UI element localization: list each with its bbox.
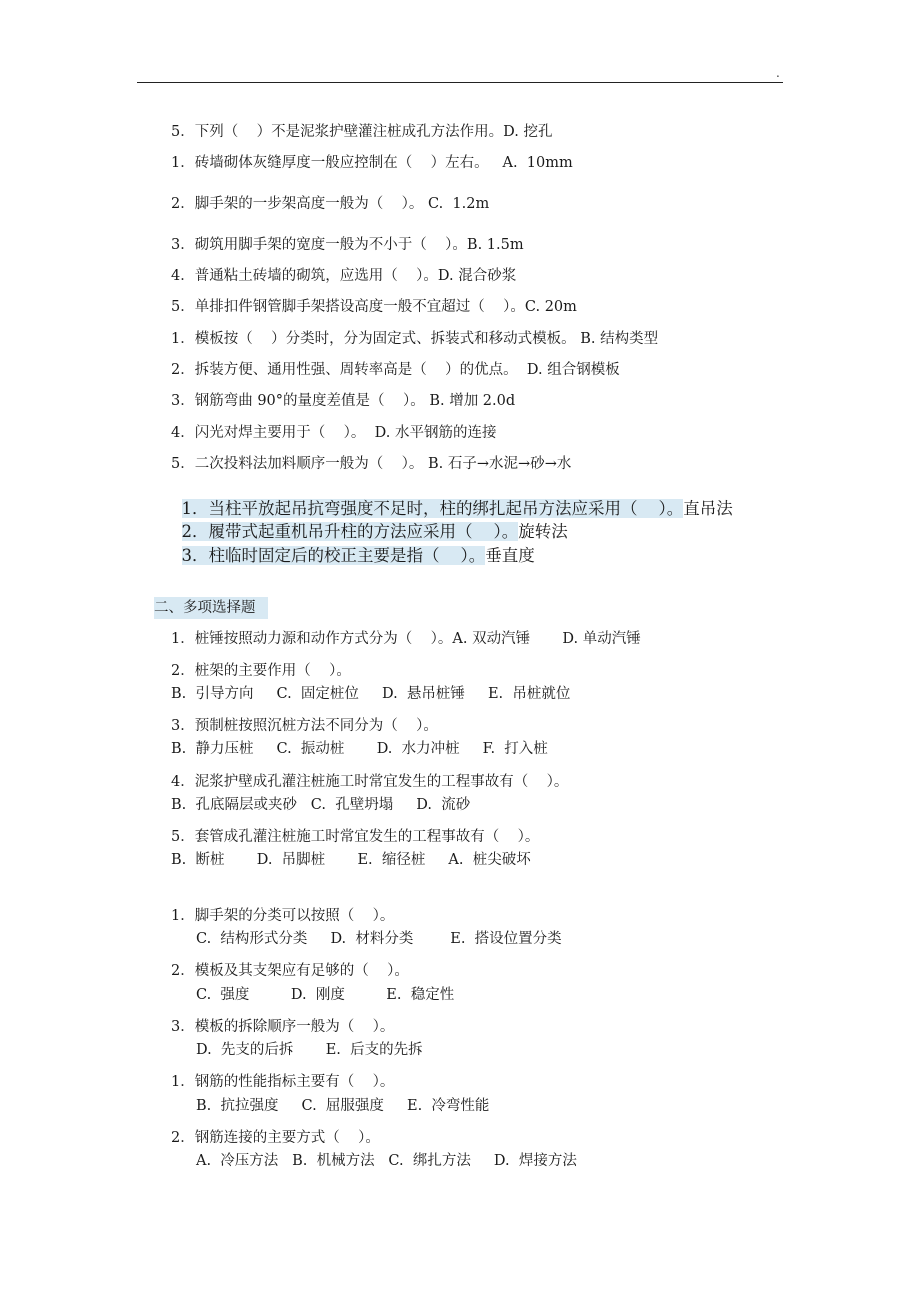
options-line: D. 先支的后拆 E. 后支的先拆: [196, 1042, 423, 1058]
question-line: 4．泥浆护壁成孔灌注桩施工时常宜发生的工程事故有（ ）。: [171, 774, 569, 790]
answer-text: 旋转法: [518, 522, 568, 541]
header-rule: [137, 82, 783, 83]
section-heading: 二、多项选择题: [154, 597, 268, 619]
question-line: 4．闪光对焊主要用于（ ）。 D. 水平钢筋的连接: [171, 425, 497, 441]
header-mark: .: [776, 66, 780, 80]
question-line: 1．钢筋的性能指标主要有（ ）。: [171, 1074, 395, 1090]
question-number: 3．: [181, 546, 209, 565]
options-line: A. 冷压方法 B. 机械方法 C. 绑扎方法 D. 焊接方法: [196, 1153, 577, 1169]
options-line: B. 抗拉强度 C. 屈服强度 E. 冷弯性能: [196, 1098, 490, 1114]
question-line: 2．桩架的主要作用（ ）。: [171, 663, 351, 679]
question-line: 2．脚手架的一步架高度一般为（ ）。 C. 1.2m: [171, 196, 490, 212]
question-line: 1．桩锤按照动力源和动作方式分为（ ）。A. 双动汽锤 D. 单动汽锤: [171, 631, 641, 647]
options-line: C. 结构形式分类 D. 材料分类 E. 搭设位置分类: [196, 931, 562, 947]
options-line: C. 强度 D. 刚度 E. 稳定性: [196, 987, 455, 1003]
answer-text: 垂直度: [485, 546, 535, 565]
question-line: 1．模板按（ ）分类时，分为固定式、拆装式和移动式模板。 B. 结构类型: [171, 331, 659, 347]
question-line: 5．下列（ ）不是泥浆护壁灌注桩成孔方法作用。D. 挖孔: [171, 124, 553, 140]
options-line: B. 断桩 D. 吊脚桩 E. 缩径桩 A. 桩尖破坏: [171, 852, 531, 868]
question-text: 履带式起重机吊升柱的方法应采用（ ）。: [208, 522, 519, 541]
question-number: 1．: [181, 499, 209, 518]
question-line: 2．拆装方便、通用性强、周转率高是（ ）的优点。 D. 组合钢模板: [171, 362, 620, 378]
question-text: 当柱平放起吊抗弯强度不足时，柱的绑扎起吊方法应采用（ ）。: [208, 499, 684, 518]
question-line: 3．砌筑用脚手架的宽度一般为不小于（ ）。B. 1.5m: [171, 237, 524, 253]
question-line: 3．预制桩按照沉桩方法不同分为（ ）。: [171, 718, 438, 734]
question-line: 3．模板的拆除顺序一般为（ ）。: [171, 1019, 395, 1035]
highlighted-question: [171, 523, 535, 567]
question-text: 柱临时固定后的校正主要是指（ ）。: [208, 546, 486, 565]
question-line: 2．模板及其支架应有足够的（ ）。: [171, 963, 409, 979]
question-line: 1．脚手架的分类可以按照（ ）。: [171, 908, 395, 924]
answer-text: 直吊法: [683, 499, 733, 518]
options-line: B. 孔底隔层或夹砂 C. 孔壁坍塌 D. 流砂: [171, 797, 471, 813]
question-line: 1．砖墙砌体灰缝厚度一般应控制在（ ）左右。 A. 10mm: [171, 155, 573, 171]
question-line: 3．钢筋弯曲 90°的量度差值是（ ）。 B. 增加 2.0d: [171, 393, 516, 409]
options-line: B. 引导方向 C. 固定桩位 D. 悬吊桩锤 E. 吊桩就位: [171, 686, 571, 702]
question-line: 5．单排扣件钢管脚手架搭设高度一般不宜超过（ ）。C. 20m: [171, 299, 577, 315]
question-line: 2．钢筋连接的主要方式（ ）。: [171, 1130, 380, 1146]
question-number: 2．: [181, 522, 209, 541]
question-line: 5．二次投料法加料顺序一般为（ ）。 B. 石子→水泥→砂→水: [171, 456, 572, 472]
question-line: 5．套管成孔灌注桩施工时常宜发生的工程事故有（ ）。: [171, 829, 540, 845]
question-line: 4．普通粘土砖墙的砌筑，应选用（ ）。D. 混合砂浆: [171, 268, 517, 284]
options-line: B. 静力压桩 C. 振动桩 D. 水力冲桩 F. 打入桩: [171, 741, 548, 757]
